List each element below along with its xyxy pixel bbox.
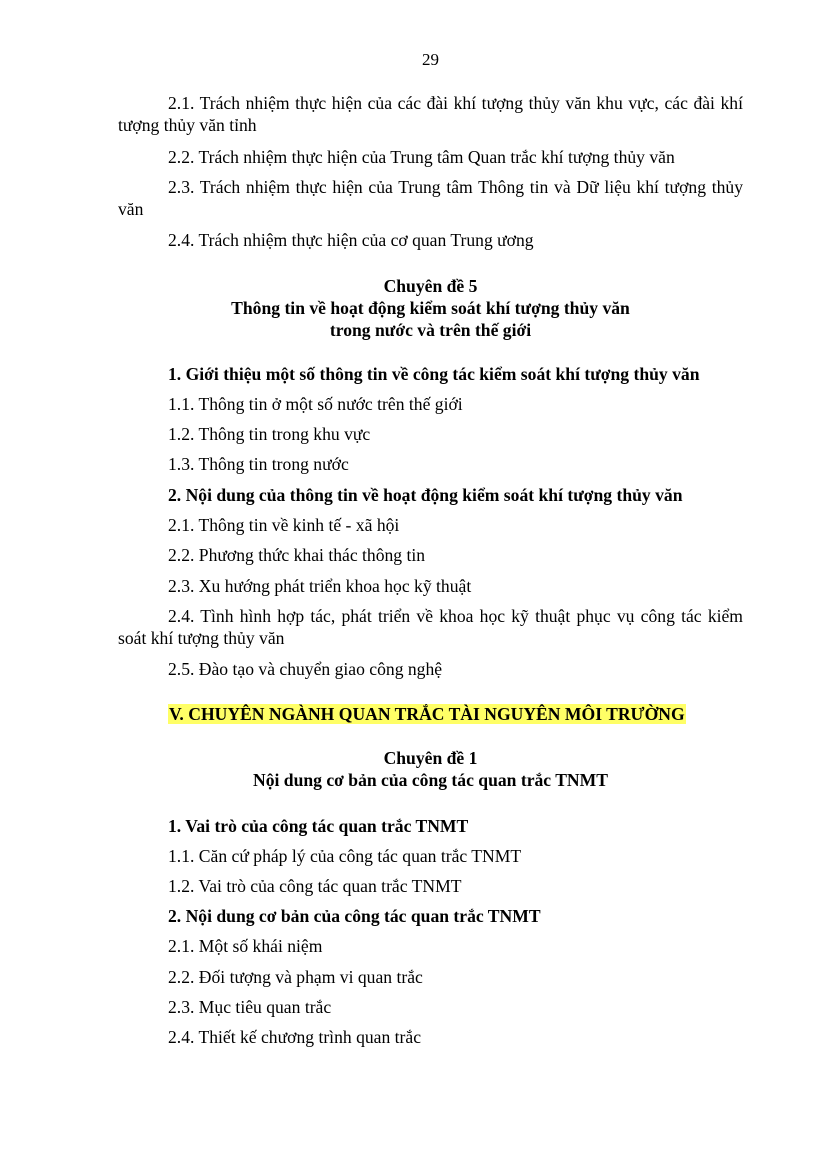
document-page: [118, 0, 743, 1160]
list-item: 2.1. Trách nhiệm thực hiện của các đài khí tượng thủy văn khu vực, các đài khí tượng thủy văn tỉnh: [118, 93, 743, 135]
topic-5-heading: Chuyên đề 5: [383, 276, 478, 296]
list-item: 2.5. Đào tạo và chuyển giao công nghệ: [168, 659, 443, 679]
list-item: 2.4. Thiết kế chương trình quan trắc: [168, 1027, 422, 1047]
list-item: 2.2. Trách nhiệm thực hiện của Trung tâm Quan trắc khí tượng thủy văn: [168, 147, 675, 167]
section-heading: 2. Nội dung của thông tin về hoạt động kiểm soát khí tượng thủy văn: [168, 485, 683, 505]
section-heading: 2. Nội dung cơ bản của công tác quan trắc TNMT: [168, 906, 541, 926]
part-v-topic-1-title-block: [118, 747, 743, 791]
list-item: 2.3. Mục tiêu quan trắc: [168, 997, 332, 1017]
topic-5-title-block: [118, 275, 743, 341]
list-item: 2.3. Trách nhiệm thực hiện của Trung tâm Thông tin và Dữ liệu khí tượng thủy văn: [118, 177, 743, 219]
part-v-title-block: [118, 703, 743, 725]
part-v-topic-1-heading: Chuyên đề 1: [383, 748, 478, 768]
page-number: 29: [422, 50, 439, 69]
list-item: 2.1. Thông tin về kinh tế - xã hội: [168, 515, 400, 535]
list-item: 1.1. Thông tin ở một số nước trên thế giới: [168, 394, 463, 414]
part-v-topic-1-title: Nội dung cơ bản của công tác quan trắc TNMT: [253, 770, 608, 790]
topic-5-title-line-1: Thông tin về hoạt động kiểm soát khí tượng thủy văn: [231, 298, 630, 318]
list-item: 2.4. Tình hình hợp tác, phát triển về khoa học kỹ thuật phục vụ công tác kiểm soát khí tượng thủy văn: [118, 606, 743, 648]
list-item: 2.2. Phương thức khai thác thông tin: [168, 545, 426, 565]
part-v-title: V. CHUYÊN NGÀNH QUAN TRẮC TÀI NGUYÊN MÔI TRƯỜNG: [169, 704, 685, 724]
list-item: 1.1. Căn cứ pháp lý của công tác quan trắc TNMT: [168, 846, 522, 866]
list-item: 2.3. Xu hướng phát triển khoa học kỹ thuật: [168, 576, 472, 596]
list-item: 2.4. Trách nhiệm thực hiện của cơ quan Trung ương: [168, 230, 534, 250]
list-item: 1.2. Vai trò của công tác quan trắc TNMT: [168, 876, 462, 896]
list-item: 2.2. Đối tượng và phạm vi quan trắc: [168, 967, 423, 987]
list-item: 1.3. Thông tin trong nước: [168, 454, 349, 474]
list-item: 1.2. Thông tin trong khu vực: [168, 424, 371, 444]
section-heading: 1. Giới thiệu một số thông tin về công tác kiểm soát khí tượng thủy văn: [168, 364, 700, 384]
topic-5-title-line-2: trong nước và trên thế giới: [329, 320, 532, 340]
list-item: 2.1. Một số khái niệm: [168, 936, 323, 956]
section-heading: 1. Vai trò của công tác quan trắc TNMT: [168, 816, 469, 836]
